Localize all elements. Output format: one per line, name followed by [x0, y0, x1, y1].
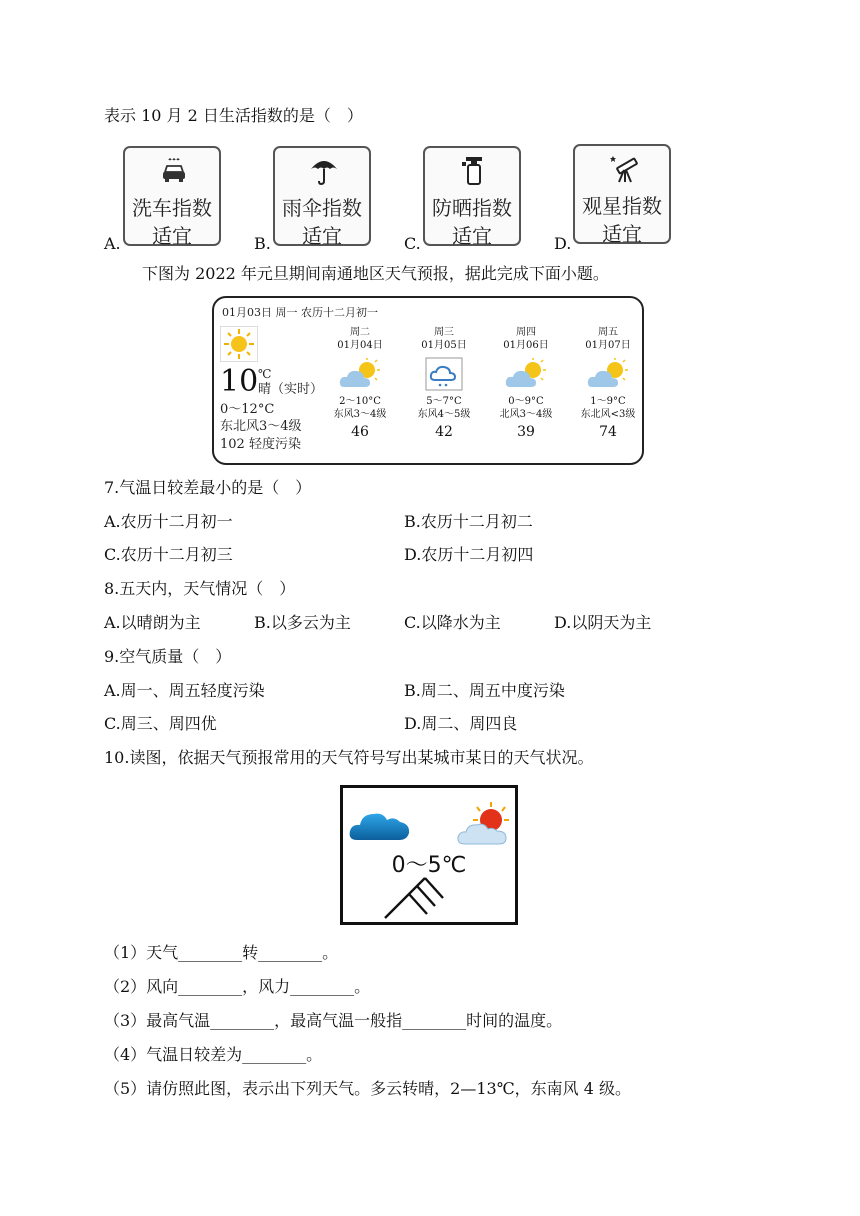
rain-icon [422, 357, 466, 391]
option-a-card[interactable] [123, 146, 221, 246]
option-c-card[interactable] [423, 146, 521, 246]
day-weekday: 周二 [350, 327, 370, 338]
symbol-temperature-range: 0～5℃ [391, 853, 467, 878]
forecast-day-4 [568, 326, 648, 441]
question-8-option-b[interactable]: B.以多云为主 [254, 613, 351, 632]
day-weekday: 周三 [434, 327, 454, 338]
partly-cloudy-icon [504, 357, 548, 391]
question-8-option-a[interactable]: A.以晴朗为主 [104, 613, 201, 632]
option-d-line2: 适宜 [602, 222, 642, 246]
question-7-option-c[interactable]: C.农历十二月初三 [104, 545, 233, 564]
forecast-header: 01月03日 周一 农历十二月初一 [222, 306, 378, 319]
sunscreen-icon [458, 154, 490, 186]
day-aqi: 46 [351, 424, 369, 440]
option-b-line1: 雨伞指数 [282, 196, 362, 220]
day-weekday: 周五 [598, 327, 618, 338]
question-7-stem: 7.气温日较差最小的是（ ） [104, 478, 312, 497]
question-6-stem: 表示 10 月 2 日生活指数的是（ ） [104, 106, 363, 125]
question-7-option-d[interactable]: D.农历十二月初四 [404, 545, 534, 564]
option-d-line1: 观星指数 [582, 194, 662, 218]
day-wind: 东北风<3级 [580, 409, 636, 420]
question-10-item-5: （5）请仿照此图，表示出下列天气。多云转晴，2—13℃，东南风 4 级。 [104, 1079, 631, 1098]
partly-cloudy-icon [338, 357, 382, 391]
day-aqi: 42 [435, 424, 453, 440]
day-aqi: 74 [599, 424, 617, 440]
partly-cloudy-icon [586, 357, 630, 391]
day-range: 1～9°C [590, 396, 626, 407]
option-c-line2: 适宜 [452, 224, 492, 248]
day-date: 01月04日 [337, 340, 383, 351]
question-7-option-b[interactable]: B.农历十二月初二 [404, 512, 533, 531]
option-b-card[interactable] [273, 146, 371, 246]
question-10-stem: 10.读图，依据天气预报常用的天气符号写出某城市某日的天气状况。 [104, 748, 594, 767]
wind-barb-icon [379, 872, 459, 922]
option-d-label: D. [554, 234, 572, 253]
telescope-icon [608, 152, 640, 184]
question-8-option-c[interactable]: C.以降水为主 [404, 613, 501, 632]
option-c-label: C. [404, 234, 421, 253]
question-10-item-2: （2）风向________，风力________。 [104, 977, 371, 996]
day-range: 5～7°C [426, 396, 462, 407]
question-10-item-4: （4）气温日较差为________。 [104, 1045, 323, 1064]
forecast-day-2 [404, 326, 484, 441]
question-9-option-b[interactable]: B.周二、周五中度污染 [404, 681, 565, 700]
option-b-label: B. [254, 234, 271, 253]
day-wind: 东风4～5级 [417, 409, 471, 420]
question-9-stem: 9.空气质量（ ） [104, 647, 232, 666]
cloudy-to-sunny-icon [455, 800, 515, 848]
weather-symbol-figure [340, 785, 518, 925]
day-date: 01月07日 [585, 340, 631, 351]
question-7-option-a[interactable]: A.农历十二月初一 [104, 512, 233, 531]
forecast-day-1 [320, 326, 400, 441]
option-a-label: A. [104, 234, 121, 253]
question-10-item-1: （1）天气________转________。 [104, 943, 339, 962]
day-range: 0～9°C [508, 396, 544, 407]
umbrella-icon [308, 154, 340, 186]
car-wash-icon [158, 154, 190, 186]
day-wind: 东风3～4级 [333, 409, 387, 420]
option-a-line2: 适宜 [152, 224, 192, 248]
forecast-intro: 下图为 2022 年元旦期间南通地区天气预报，据此完成下面小题。 [142, 264, 609, 283]
question-9-option-d[interactable]: D.周二、周四良 [404, 714, 518, 733]
sun-icon [220, 326, 258, 362]
day-weekday: 周四 [516, 327, 536, 338]
question-8-stem: 8.五天内，天气情况（ ） [104, 579, 296, 598]
today-aqi: 102 轻度污染 [220, 437, 301, 452]
forecast-day-3 [486, 326, 566, 441]
day-date: 01月06日 [503, 340, 549, 351]
current-temperature: 10 [220, 364, 259, 399]
weather-forecast-panel [212, 296, 644, 465]
day-range: 2～10°C [339, 396, 381, 407]
day-date: 01月05日 [421, 340, 467, 351]
day-aqi: 39 [517, 424, 535, 440]
today-wind: 东北风3～4级 [220, 419, 302, 434]
day-wind: 北风3～4级 [499, 409, 553, 420]
question-9-option-c[interactable]: C.周三、周四优 [104, 714, 217, 733]
option-c-line1: 防晒指数 [432, 196, 512, 220]
temperature-unit: ℃ [258, 367, 272, 381]
today-range: 0～12°C [220, 402, 275, 417]
option-a-line1: 洗车指数 [132, 196, 212, 220]
question-9-option-a[interactable]: A.周一、周五轻度污染 [104, 681, 265, 700]
option-b-line2: 适宜 [302, 224, 342, 248]
option-d-card[interactable] [573, 144, 671, 244]
question-10-item-3: （3）最高气温________，最高气温一般指________时间的温度。 [104, 1011, 563, 1030]
current-condition: 晴（实时） [258, 382, 324, 397]
overcast-cloud-icon [347, 802, 413, 844]
question-8-option-d[interactable]: D.以阴天为主 [554, 613, 652, 632]
